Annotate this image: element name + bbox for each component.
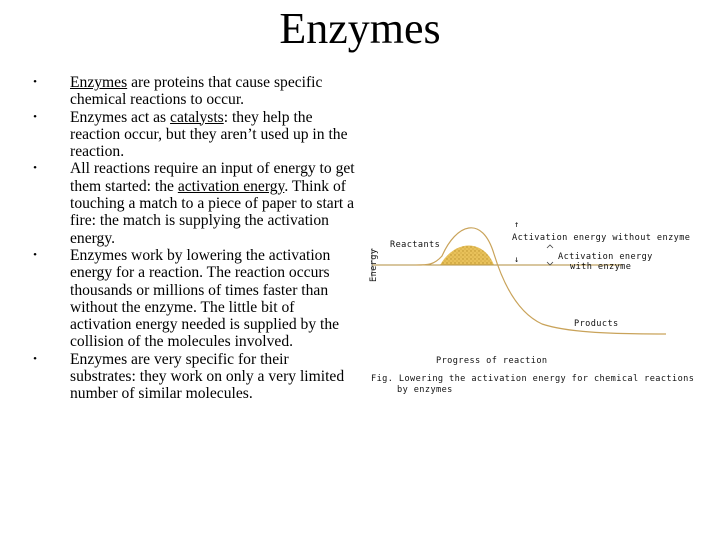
bullet-item bbox=[28, 351, 358, 403]
bullet-dot: • bbox=[33, 110, 37, 123]
reactants-label: Reactants bbox=[390, 240, 441, 250]
bullet-item bbox=[28, 109, 358, 161]
arrow-up-icon: ↑ bbox=[514, 220, 520, 230]
arrow-down-icon: ↓ bbox=[514, 255, 520, 265]
bullet-item bbox=[28, 74, 358, 109]
without-enzyme-label: Activation energy without enzyme bbox=[512, 233, 691, 243]
bullet-term: activation energy bbox=[177, 177, 285, 195]
with-enzyme-label-line2: with enzyme bbox=[570, 262, 632, 272]
bullet-dot: • bbox=[33, 352, 37, 365]
bullet-text-post: : they help the reaction occur, but they aren’t used up in the reaction. bbox=[70, 108, 348, 161]
enzyme-activation-hump bbox=[440, 245, 494, 265]
bullet-text-pre: All reactions require an input of energy to get them started: the bbox=[70, 160, 355, 195]
bullet-text-pre: Enzymes act as bbox=[70, 108, 171, 126]
bullet-text-pre: Enzymes are very specific for their substrates: they work on only a very limited number of similar molecules. bbox=[70, 350, 345, 403]
figure-caption-line1: Fig. Lowering the activation energy for chemical reactions bbox=[371, 374, 695, 384]
bullet-dot: • bbox=[33, 162, 37, 175]
slide-title: Enzymes bbox=[279, 4, 441, 53]
energy-diagram-svg bbox=[366, 214, 695, 400]
bullet-text-post: . Think of touching a match to a piece of paper to start a fire: the match is supplying the activation energy. bbox=[70, 177, 355, 247]
products-label: Products bbox=[574, 319, 619, 329]
uncatalyzed-curve bbox=[416, 228, 666, 334]
y-axis-label: Energy bbox=[369, 248, 379, 282]
bullet-list bbox=[28, 74, 358, 403]
figure-caption-line2: by enzymes bbox=[397, 385, 453, 395]
bullet-dot: • bbox=[33, 248, 37, 261]
energy-diagram bbox=[366, 214, 695, 400]
bullet-term: catalysts bbox=[170, 108, 224, 126]
bullet-dot: • bbox=[33, 76, 37, 88]
bullet-item bbox=[28, 247, 358, 351]
bullet-text-pre: Enzymes work by lowering the activation energy for a reaction. The reaction occurs thousands or millions of times faster than without the enzyme. The little bit of activation energy needed is supplied by the collision of the molecules involved. bbox=[70, 246, 340, 351]
with-enzyme-label-line1: Activation energy bbox=[558, 252, 653, 262]
x-axis-label: Progress of reaction bbox=[436, 356, 548, 366]
bullet-item bbox=[28, 160, 358, 246]
bullet-term: Enzymes bbox=[70, 74, 128, 91]
with-enzyme-bracket-icon bbox=[547, 245, 553, 265]
bullet-text-post: are proteins that cause specific chemical reactions to occur. bbox=[70, 74, 323, 109]
